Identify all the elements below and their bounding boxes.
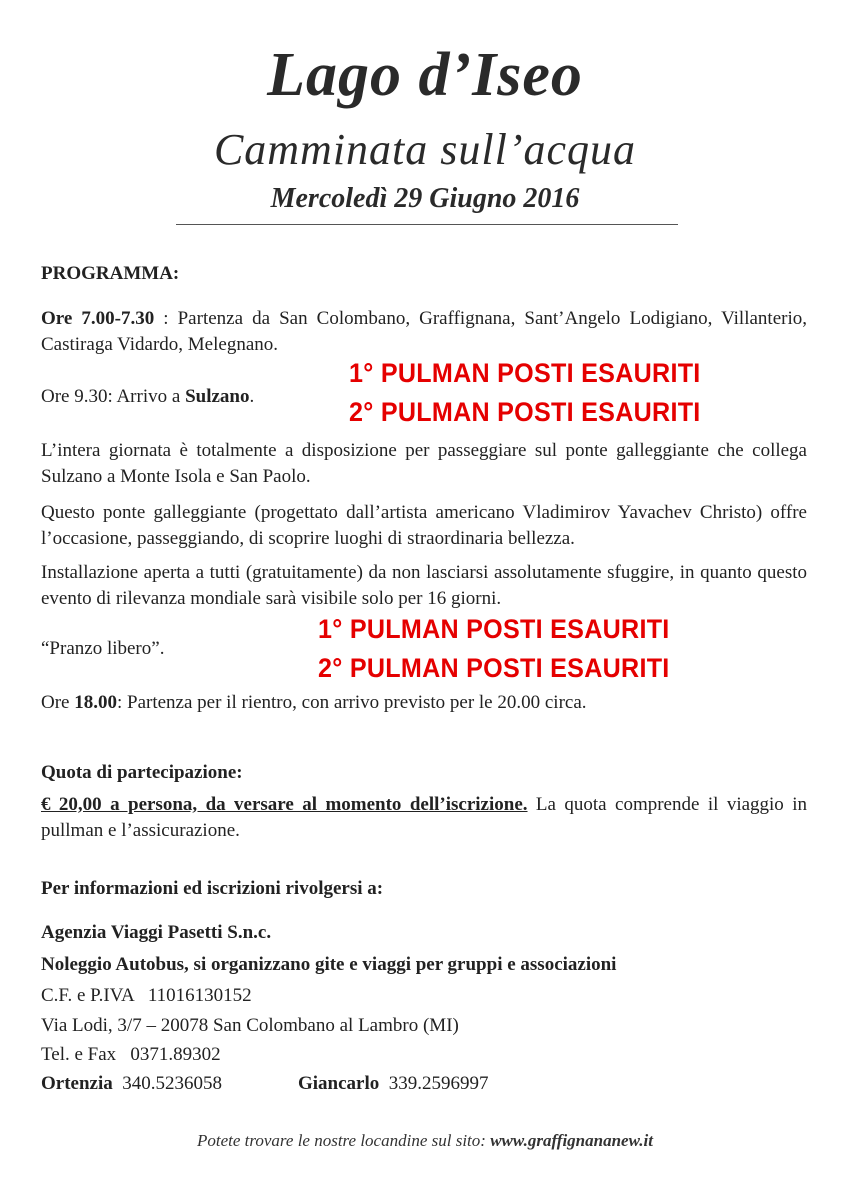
contact1-name: Ortenzia [41, 1073, 113, 1094]
contact1-phone: 340.5236058 [122, 1073, 223, 1094]
installation-paragraph: Installazione aperta a tutti (gratuitamente) da non lasciarsi assolutamente sfuggire, in quanto questo evento di rilevanza mondiale sarà visibile solo per 16 giorni. [41, 562, 807, 609]
agency-services: Noleggio Autobus, si organizzano gite e viaggi per gruppi e associazioni [41, 954, 617, 975]
arrival-place: Sulzano [185, 386, 250, 407]
contacts-heading: Per informazioni ed iscrizioni rivolgersi a: [41, 878, 384, 899]
sold-out-stamp-second-bus: 2° PULMAN POSTI ESAURITI [349, 397, 701, 427]
website-link[interactable]: www.graffignananew.it [490, 1131, 653, 1150]
contact2-name: Giancarlo [298, 1073, 380, 1094]
day-paragraph: L’intera giornata è totalmente a disposizione per passeggiare sul ponte galleggiante che collega Sulzano a Monte Isola e San Paolo. [41, 440, 807, 487]
agency-address: Via Lodi, 3/7 – 20078 San Colombano al Lambro (MI) [41, 1015, 459, 1036]
quota-price: € 20,00 a persona, da versare al momento dell’iscrizione. [41, 794, 528, 815]
return-paragraph [41, 690, 807, 716]
title-divider [176, 224, 678, 225]
departure-paragraph [41, 306, 807, 358]
event-date: Mercoledì 29 Giugno 2016 [270, 183, 580, 214]
quota-includes: La quota comprende il viaggio in pullman e l’assicurazione. [41, 794, 808, 841]
contact2-phone: 339.2596997 [388, 1073, 489, 1094]
quota-heading: Quota di partecipazione: [41, 762, 243, 783]
sold-out-stamp-second-bus-repeat: 2° PULMAN POSTI ESAURITI [318, 653, 670, 683]
page-title: Lago d’Iseo [267, 41, 583, 109]
sold-out-stamp-first-bus: 1° PULMAN POSTI ESAURITI [349, 358, 701, 388]
footer-text: Potete trovare le nostre locandine sul sito: [196, 1131, 491, 1150]
bridge-paragraph: Questo ponte galleggiante (progettato dall’artista americano Vladimirov Yavachev Christo) offre l’occasione, passeggiando, di scoprire luoghi di straordinaria bellezza. [41, 502, 807, 549]
agency-name: Agenzia Viaggi Pasetti S.n.c. [41, 922, 272, 943]
agency-vat: C.F. e P.IVA 11016130152 [41, 985, 252, 1006]
return-time: 18.00 [74, 692, 117, 713]
page-subtitle: Camminata sull’acqua [213, 125, 637, 174]
quota-paragraph [41, 792, 807, 844]
sold-out-stamp-first-bus-repeat: 1° PULMAN POSTI ESAURITI [318, 614, 670, 644]
departure-time: Ore 7.00-7.30 [41, 308, 155, 329]
lunch-note: “Pranzo libero”. [41, 638, 165, 659]
agency-phone: Tel. e Fax 0371.89302 [41, 1044, 221, 1065]
arrival-suffix: . [249, 386, 255, 407]
return-prefix: Ore [41, 692, 75, 713]
departure-text: : Partenza da San Colombano, Graffignana, Sant’Angelo Lodigiano, Villanterio, Castiraga Vidardo, Melegnano. [41, 308, 807, 355]
programma-heading: PROGRAMMA: [41, 263, 180, 284]
arrival-prefix: Ore 9.30: Arrivo a [41, 386, 186, 407]
return-text: : Partenza per il rientro, con arrivo previsto per le 20.00 circa. [116, 692, 587, 713]
contact-giancarlo [298, 1071, 698, 1097]
footer-note [0, 1131, 850, 1151]
